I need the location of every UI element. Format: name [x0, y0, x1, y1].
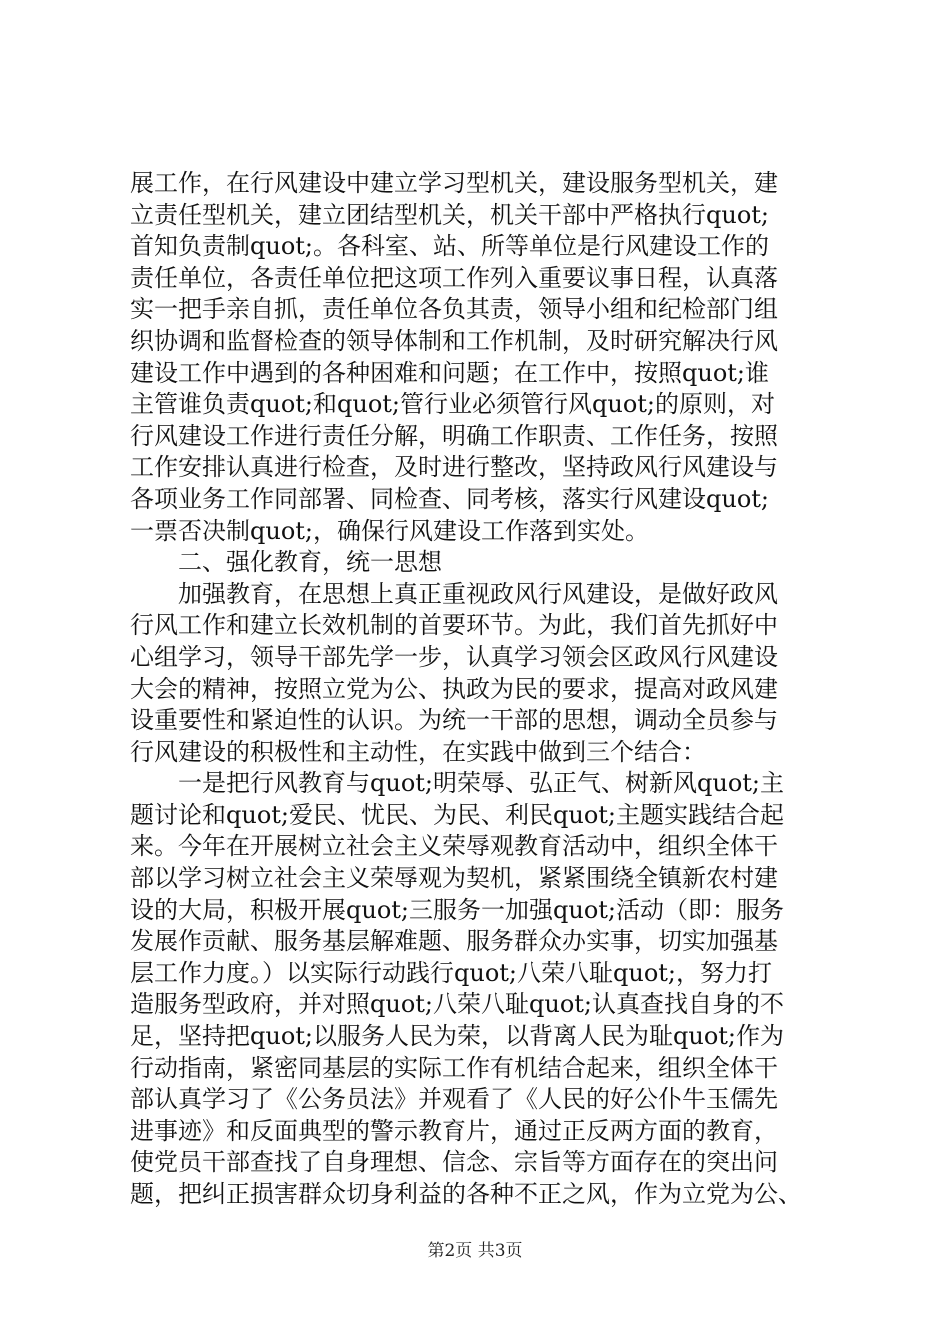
body-line: 行动指南，紧密同基层的实际工作有机结合起来，组织全体干 [130, 1053, 778, 1082]
body-line: 织协调和监督检查的领导体制和工作机制，及时研究解决行风 [130, 326, 778, 355]
body-line: 设的大局，积极开展quot;三服务一加强quot;活动（即：服务 [130, 895, 784, 924]
body-line: 行风建设的积极性和主动性，在实践中做到三个结合： [130, 737, 706, 766]
body-line: 建设工作中遇到的各种困难和问题；在工作中，按照quot;谁 [130, 358, 769, 387]
page-footer: 第2页 共3页 [427, 1241, 523, 1261]
body-line: 足，坚持把quot;以服务人民为荣，以背离人民为耻quot;作为 [130, 1022, 784, 1051]
body-line: 层工作力度。）以实际行动践行quot;八荣八耻quot;，努力打 [130, 958, 772, 987]
body-line: 部认真学习了《公务员法》并观看了《人民的好公仆牛玉儒先 [130, 1085, 778, 1114]
body-line: 造服务型政府，并对照quot;八荣八耻quot;认真查找自身的不 [130, 990, 784, 1019]
body-line: 题讨论和quot;爱民、忧民、为民、利民quot;主题实践结合起 [130, 800, 784, 829]
body-line: 大会的精神，按照立党为公、执政为民的要求，提高对政风建 [130, 674, 778, 703]
body-line: 发展作贡献、服务基层解难题、服务群众办实事，切实加强基 [130, 927, 778, 956]
body-line: 主管谁负责quot;和quot;管行业必须管行风quot;的原则，对 [130, 390, 775, 419]
body-line: 部以学习树立社会主义荣辱观为契机，紧紧围绕全镇新农村建 [130, 864, 778, 893]
body-line: 一是把行风教育与quot;明荣辱、弘正气、树新风quot;主 [130, 769, 784, 798]
body-line: 行风建设工作进行责任分解，明确工作职责、工作任务，按照 [130, 421, 778, 450]
body-line: 题，把纠正损害群众切身利益的各种不正之风，作为立党为公、 [130, 1180, 802, 1208]
body-line: 进事迹》和反面典型的警示教育片，通过正反两方面的教育， [130, 1116, 778, 1145]
body-line: 来。今年在开展树立社会主义荣辱观教育活动中，组织全体干 [130, 832, 778, 861]
body-line: 使党员干部查找了自身理想、信念、宗旨等方面存在的突出问 [130, 1148, 778, 1177]
body-line: 二、强化教育，统一思想 [130, 548, 442, 577]
body-line: 设重要性和紧迫性的认识。为统一干部的思想，调动全员参与 [130, 706, 778, 735]
body-line: 各项业务工作同部署、同检查、同考核，落实行风建设quot; [130, 484, 769, 513]
body-line: 立责任型机关，建立团结型机关，机关干部中严格执行quot; [130, 200, 769, 229]
body-line: 实一把手亲自抓，责任单位各负其责，领导小组和纪检部门组 [130, 295, 778, 324]
body-line: 展工作，在行风建设中建立学习型机关，建设服务型机关，建 [130, 169, 778, 197]
body-line: 责任单位，各责任单位把这项工作列入重要议事日程，认真落 [130, 263, 778, 292]
body-line: 工作安排认真进行检查，及时进行整改，坚持政风行风建设与 [130, 453, 778, 482]
body-text [130, 168, 850, 1211]
body-line: 首知负责制quot;。各科室、站、所等单位是行风建设工作的 [130, 232, 769, 261]
body-line: 行风工作和建立长效机制的首要环节。为此，我们首先抓好中 [130, 611, 778, 640]
body-line: 加强教育，在思想上真正重视政风行风建设，是做好政风 [130, 579, 778, 608]
body-line: 一票否决制quot;，确保行风建设工作落到实处。 [130, 516, 649, 545]
body-line: 心组学习，领导干部先学一步，认真学习领会区政风行风建设 [130, 642, 778, 671]
